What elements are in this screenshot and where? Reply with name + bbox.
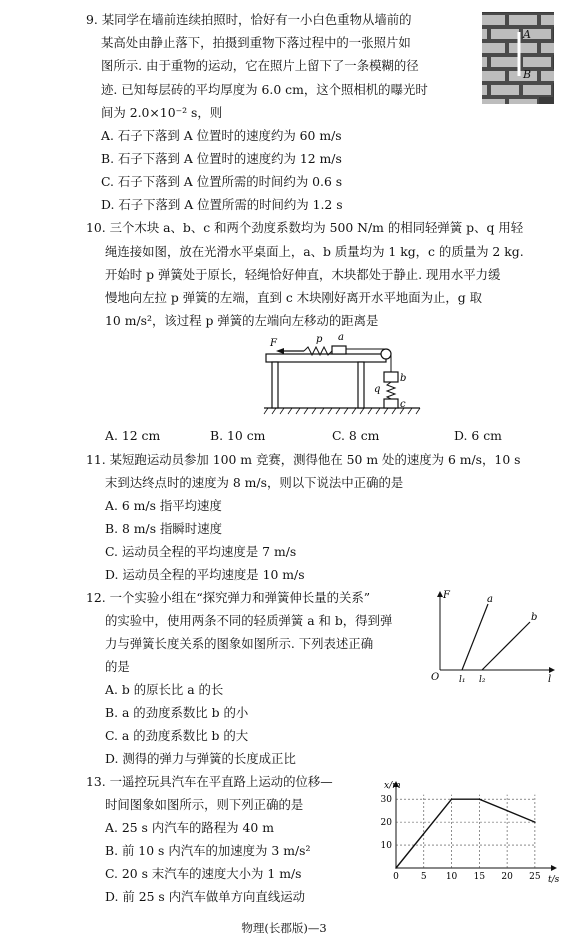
q13-option-a: A. 25 s 内汽车的路程为 40 m xyxy=(105,820,274,835)
xt-chart xyxy=(372,778,560,886)
q13-option-b: B. 前 10 s 内汽车的加速度为 3 m/s² xyxy=(105,843,311,858)
x-tick-label: 5 xyxy=(420,872,427,882)
q12-line: 的是 xyxy=(105,659,130,674)
q10-line: 慢地向左拉 p 弹簧的左端，直到 c 木块刚好离开水平地面为止，g 取 xyxy=(105,290,483,305)
q9-line: 迹. 已知每层砖的平均厚度为 6.0 cm，这个照相机的曝光时 xyxy=(101,82,428,97)
q12-line: 12. 一个实验小组在“探究弹力和弹簧伸长量的关系” xyxy=(86,590,371,605)
q13-option-c: C. 20 s 末汽车的速度大小为 1 m/s xyxy=(105,866,302,881)
x-axis-arrow xyxy=(551,865,557,871)
label-a: a xyxy=(338,332,344,343)
q10-option-c: C. 8 cm xyxy=(332,428,380,443)
brick-wall-photo xyxy=(482,12,554,104)
tick-l1: l₁ xyxy=(459,675,466,684)
q9-option-c: C. 石子下落到 A 位置所需的时间约为 0.6 s xyxy=(101,174,343,189)
q9-option-a: A. 石子下落到 A 位置时的速度约为 60 m/s xyxy=(101,128,342,143)
label-p: p xyxy=(316,334,323,345)
chart-ylabel: x/m xyxy=(384,781,401,791)
graph-xlabel: l xyxy=(548,674,552,684)
q11-option-d: D. 运动员全程的平均速度是 10 m/s xyxy=(105,567,305,582)
table-top xyxy=(266,354,386,362)
q10-line: 10 m/s²，该过程 p 弹簧的左端向左移动的距离是 xyxy=(105,313,379,328)
line-a xyxy=(462,604,488,670)
block-a xyxy=(332,346,346,354)
y-tick-label: 30 xyxy=(380,795,392,806)
graph-ylabel: F xyxy=(443,590,450,601)
x-tick-label: 15 xyxy=(473,872,486,882)
data-point xyxy=(395,867,397,869)
line-a-label: a xyxy=(487,594,493,605)
q9-option-d: D. 石子下落到 A 位置所需的时间约为 1.2 s xyxy=(101,197,343,212)
pulley xyxy=(381,349,391,359)
q12-line: 的实验中，使用两条不同的轻质弹簧 a 和 b，得到弹 xyxy=(105,613,393,628)
q13-option-d: D. 前 25 s 内汽车做单方向直线运动 xyxy=(105,889,305,904)
graph-origin: O xyxy=(431,672,440,683)
q10-line: 绳连接如图，放在光滑水平桌面上，a、b 质量均为 1 kg，c 的质量为 2 kg. xyxy=(105,244,524,259)
series-line xyxy=(396,799,535,868)
spring-force-graph xyxy=(430,586,558,684)
q11-option-b: B. 8 m/s 指瞬时速度 xyxy=(105,521,222,536)
q11-line: 11. 某短跑运动员参加 100 m 竞赛，测得他在 50 m 处的速度为 6 m/s，10 s xyxy=(86,452,521,467)
x-tick-label: 25 xyxy=(529,872,541,882)
data-point xyxy=(451,798,453,800)
q9-line: 某高处由静止落下，拍摄到重物下落过程中的一张照片如 xyxy=(101,35,411,50)
q12-option-a: A. b 的原长比 a 的长 xyxy=(105,682,224,697)
q9-line: 间为 2.0×10⁻² s，则 xyxy=(101,105,223,120)
q11-option-a: A. 6 m/s 指平均速度 xyxy=(105,498,222,513)
block-c xyxy=(384,399,398,408)
y-tick-label: 20 xyxy=(380,818,392,829)
q12-line: 力与弹簧长度关系的图象如图所示. 下列表述正确 xyxy=(105,636,374,651)
x-tick-label: 0 xyxy=(393,872,399,882)
q10-option-a: A. 12 cm xyxy=(105,428,161,443)
q9-option-b: B. 石子下落到 A 位置时的速度约为 12 m/s xyxy=(101,151,342,166)
chart-axes xyxy=(393,781,557,871)
q10-option-b: B. 10 cm xyxy=(210,428,266,443)
spring-table-diagram xyxy=(262,330,422,418)
label-F: F xyxy=(270,338,277,349)
y-tick-label: 10 xyxy=(380,841,392,852)
q10-option-d: D. 6 cm xyxy=(454,428,502,443)
line-b xyxy=(482,622,530,670)
spring-q xyxy=(387,382,395,399)
q12-option-d: D. 测得的弹力与弹簧的长度成正比 xyxy=(105,751,296,766)
chart-series xyxy=(395,798,535,868)
q10-line: 开始时 p 弹簧处于原长，轻绳恰好伸直，木块都处于静止. 现用水平力缓 xyxy=(105,267,501,282)
q11-line: 末到达终点时的速度为 8 m/s，则以下说法中正确的是 xyxy=(105,475,404,490)
x-tick-label: 20 xyxy=(501,872,513,882)
block-b xyxy=(384,372,398,382)
q10-line: 10. 三个木块 a、b、c 和两个劲度系数均为 500 N/m 的相同轻弹簧 p、q 用轻 xyxy=(86,220,524,235)
label-c: c xyxy=(400,399,406,410)
tick-l2: l₂ xyxy=(479,675,486,684)
chart-xlabel: t/s xyxy=(548,875,560,885)
label-b: b xyxy=(400,373,407,384)
label-a: A xyxy=(523,28,531,41)
chart-gridlines xyxy=(396,795,535,868)
page-footer: 物理(长郡版)—3 xyxy=(241,921,327,935)
x-tick-label: 10 xyxy=(445,872,458,882)
q9-line: 9. 某同学在墙前连续拍照时，恰好有一小白色重物从墙前的 xyxy=(86,12,412,27)
line-b-label: b xyxy=(531,612,538,623)
label-q: q xyxy=(374,384,381,395)
q12-option-b: B. a 的劲度系数比 b 的小 xyxy=(105,705,249,720)
q9-line: 图所示. 由于重物的运动，它在照片上留下了一条模糊的径 xyxy=(101,58,419,73)
q11-option-c: C. 运动员全程的平均速度是 7 m/s xyxy=(105,544,297,559)
q13-line: 13. 一遥控玩具汽车在平直路上运动的位移— xyxy=(86,774,333,789)
data-point xyxy=(534,821,536,823)
q12-option-c: C. a 的劲度系数比 b 的大 xyxy=(105,728,249,743)
data-point xyxy=(479,798,481,800)
label-b: B xyxy=(523,68,532,81)
q13-line: 时间图象如图所示，则下列正确的是 xyxy=(105,797,304,812)
chart-ticks xyxy=(381,795,541,882)
